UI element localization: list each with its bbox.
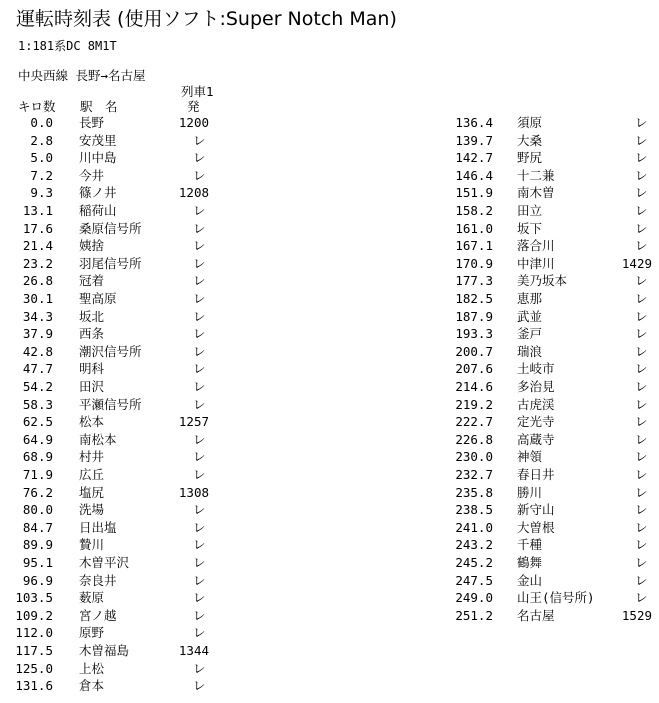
km-value: 0.0 [30,115,53,130]
station-name: 聖高原 [79,291,117,306]
header-train: 列車1 [181,84,214,99]
pass-mark: レ [635,502,648,518]
station-name: 須原 [517,115,543,130]
km-value: 193.3 [455,326,493,342]
timetable-row [0,114,659,132]
pass-mark: レ [635,238,648,254]
km-value: 23.2 [22,255,53,271]
timetable-row [0,572,659,590]
pass-mark: レ [193,273,206,289]
pass-mark: レ [193,220,206,236]
pass-mark: レ [193,467,206,482]
pass-mark: レ [635,414,648,430]
pass-mark: レ [635,484,648,500]
station-name: 篠ノ井 [79,185,117,201]
station-name: 稲荷山 [79,203,117,218]
pass-mark: レ [635,220,648,236]
timetable-row [0,607,659,625]
timetable-row [0,167,659,185]
station-name: 春日井 [517,467,555,482]
km-value: 9.3 [30,185,53,201]
pass-mark: レ [193,291,206,306]
pass-mark: レ [193,203,206,218]
pass-mark: レ [635,343,648,359]
km-value: 226.8 [455,431,493,447]
pass-mark: レ [635,467,648,482]
pass-mark: レ [635,361,648,377]
km-value: 161.0 [455,220,493,236]
train-formation: 1:181系DC 8M1T [18,39,117,53]
line-name: 中央西線 長野→名古屋 [18,68,146,83]
km-value: 84.7 [22,519,53,535]
departure-time: 1200 [178,115,209,130]
pass-mark: レ [193,519,206,535]
pass-mark: レ [635,431,648,447]
header-station: 駅 名 [80,99,118,114]
pass-mark: レ [193,326,206,342]
km-value: 158.2 [455,203,493,218]
station-name: 長野 [79,115,105,130]
timetable-row [0,132,659,150]
timetable-row [0,660,659,678]
pass-mark: レ [635,449,648,465]
km-value: 182.5 [455,291,493,306]
km-value: 54.2 [22,379,53,394]
departure-time: 1429 [621,255,652,271]
station-name: 上松 [79,660,105,676]
station-name: 鶴舞 [517,555,543,570]
departure-time: 1529 [621,607,652,623]
timetable-row [0,149,659,167]
km-value: 125.0 [15,660,53,676]
timetable-row [0,501,659,519]
km-value: 5.0 [30,150,53,166]
km-value: 64.9 [22,431,53,447]
station-name: 田沢 [79,379,105,394]
station-name: 多治見 [517,379,555,394]
pass-mark: レ [635,590,648,606]
km-value: 139.7 [455,132,493,148]
station-name: 新守山 [517,502,555,518]
station-name: 南木曽 [517,185,555,201]
page-title: 運転時刻表 (使用ソフト:Super Notch Man) [16,8,397,30]
station-name: 木曽平沢 [79,555,130,570]
timetable-row [0,396,659,414]
departure-time: 1308 [178,484,209,500]
km-value: 42.8 [22,343,53,359]
station-name: 潮沢信号所 [79,343,142,359]
timetable-row [0,642,659,660]
pass-mark: レ [635,396,648,412]
station-name: 塩尻 [79,484,105,500]
station-name: 明科 [79,361,105,377]
timetable-row [0,325,659,343]
station-name: 木曽福島 [79,643,130,658]
timetable-row [0,413,659,431]
station-name: 洗場 [79,502,105,518]
pass-mark: レ [193,150,206,166]
km-value: 187.9 [455,308,493,324]
station-name: 高蔵寺 [517,431,555,447]
km-value: 37.9 [22,326,53,342]
pass-mark: レ [193,343,206,359]
km-value: 177.3 [455,273,493,289]
km-value: 146.4 [455,167,493,183]
station-name: 冠着 [79,273,105,289]
station-name: 瑞浪 [517,343,543,359]
km-value: 238.5 [455,502,493,518]
km-value: 21.4 [22,238,53,254]
pass-mark: レ [193,555,206,570]
station-name: 恵那 [517,291,543,306]
km-value: 80.0 [22,502,53,518]
station-name: 武並 [517,308,543,324]
timetable-row [0,624,659,642]
station-name: 野尻 [517,150,543,166]
header-km: キロ数 [18,99,56,114]
km-value: 200.7 [455,343,493,359]
station-name: 坂北 [79,308,105,324]
pass-mark: レ [635,555,648,570]
station-name: 十二兼 [517,167,555,183]
timetable-row [0,290,659,308]
km-value: 76.2 [22,484,53,500]
km-value: 243.2 [455,537,493,553]
pass-mark: レ [193,361,206,377]
pass-mark: レ [635,185,648,201]
timetable-row [0,431,659,449]
km-value: 232.7 [455,467,493,482]
station-name: 西条 [79,326,105,342]
pass-mark: レ [193,255,206,271]
timetable-row [0,343,659,361]
station-name: 釜戸 [517,326,543,342]
pass-mark: レ [193,607,206,623]
pass-mark: レ [193,379,206,394]
pass-mark: レ [193,308,206,324]
station-name: 今井 [79,167,105,183]
station-name: 神領 [517,449,543,465]
station-name: 名古屋 [517,607,555,623]
timetable-row [0,677,659,695]
pass-mark: レ [635,519,648,535]
pass-mark: レ [193,132,206,148]
station-name: 姨捨 [79,238,105,254]
timetable-row [0,589,659,607]
km-value: 131.6 [15,678,53,694]
pass-mark: レ [193,167,206,183]
pass-mark: レ [193,431,206,447]
station-name: 坂下 [517,220,543,236]
station-name: 贄川 [79,537,105,553]
timetable-row [0,519,659,537]
km-value: 214.6 [455,379,493,394]
station-name: 広丘 [79,467,105,482]
departure-time: 1344 [178,643,209,658]
km-value: 89.9 [22,537,53,553]
km-value: 151.9 [455,185,493,201]
pass-mark: レ [635,537,648,553]
station-name: 山王(信号所) [517,590,595,606]
km-value: 13.1 [22,203,53,218]
timetable-row [0,484,659,502]
pass-mark: レ [635,308,648,324]
pass-mark: レ [635,291,648,306]
pass-mark: レ [635,572,648,588]
km-value: 26.8 [22,273,53,289]
timetable-row [0,237,659,255]
pass-mark: レ [193,572,206,588]
km-value: 58.3 [22,396,53,412]
header-departure: 発 [187,99,200,114]
pass-mark: レ [635,150,648,166]
km-value: 96.9 [22,572,53,588]
km-value: 7.2 [30,167,53,183]
timetable-row [0,448,659,466]
pass-mark: レ [635,326,648,342]
station-name: 倉本 [79,678,105,694]
pass-mark: レ [193,238,206,254]
pass-mark: レ [193,678,206,694]
pass-mark: レ [193,590,206,606]
km-value: 117.5 [15,643,53,658]
station-name: 奈良井 [79,572,117,588]
pass-mark: レ [193,660,206,676]
km-value: 241.0 [455,519,493,535]
km-value: 71.9 [22,467,53,482]
pass-mark: レ [193,449,206,465]
km-value: 109.2 [15,607,53,623]
timetable-row [0,554,659,572]
station-name: 村井 [79,449,105,465]
km-value: 2.8 [30,132,53,148]
pass-mark: レ [193,625,206,641]
km-value: 47.7 [22,361,53,377]
pass-mark: レ [635,132,648,148]
km-value: 103.5 [15,590,53,606]
timetable-row [0,536,659,554]
timetable-row [0,220,659,238]
station-name: 宮ノ越 [79,607,117,623]
timetable-row [0,184,659,202]
timetable-row [0,272,659,290]
km-value: 34.3 [22,308,53,324]
departure-time: 1257 [178,414,209,430]
station-name: 古虎渓 [517,396,555,412]
km-value: 247.5 [455,572,493,588]
timetable-row [0,466,659,484]
station-name: 平瀬信号所 [79,396,142,412]
timetable-row [0,308,659,326]
km-value: 17.6 [22,220,53,236]
station-name: 薮原 [79,590,105,606]
km-value: 219.2 [455,396,493,412]
pass-mark: レ [635,203,648,218]
km-value: 251.2 [455,607,493,623]
km-value: 222.7 [455,414,493,430]
station-name: 大桑 [517,132,543,148]
km-value: 235.8 [455,484,493,500]
km-value: 62.5 [22,414,53,430]
station-name: 土岐市 [517,361,555,377]
km-value: 142.7 [455,150,493,166]
station-name: 原野 [79,625,105,641]
station-name: 金山 [517,572,543,588]
departure-time: 1208 [178,185,209,201]
station-name: 中津川 [517,255,555,271]
km-value: 249.0 [455,590,493,606]
station-name: 千種 [517,537,543,553]
station-name: 落合川 [517,238,555,254]
km-value: 112.0 [15,625,53,641]
km-value: 167.1 [455,238,493,254]
pass-mark: レ [635,273,648,289]
pass-mark: レ [635,379,648,394]
km-value: 68.9 [22,449,53,465]
pass-mark: レ [193,537,206,553]
station-name: 南松本 [79,431,117,447]
station-name: 川中島 [79,150,117,166]
station-name: 日出塩 [79,519,117,535]
km-value: 207.6 [455,361,493,377]
km-value: 136.4 [455,115,493,130]
timetable-row [0,255,659,273]
pass-mark: レ [635,115,648,130]
timetable-row [0,360,659,378]
station-name: 安茂里 [79,132,117,148]
station-name: 桑原信号所 [79,220,142,236]
station-name: 田立 [517,203,543,218]
pass-mark: レ [193,502,206,518]
km-value: 245.2 [455,555,493,570]
timetable-row [0,202,659,220]
station-name: 勝川 [517,484,543,500]
station-name: 松本 [79,414,105,430]
station-name: 大曽根 [517,519,555,535]
km-value: 95.1 [22,555,53,570]
pass-mark: レ [635,167,648,183]
station-name: 羽尾信号所 [79,255,142,271]
station-name: 美乃坂本 [517,273,568,289]
timetable-row [0,378,659,396]
km-value: 30.1 [22,291,53,306]
pass-mark: レ [193,396,206,412]
station-name: 定光寺 [517,414,555,430]
km-value: 230.0 [455,449,493,465]
km-value: 170.9 [455,255,493,271]
